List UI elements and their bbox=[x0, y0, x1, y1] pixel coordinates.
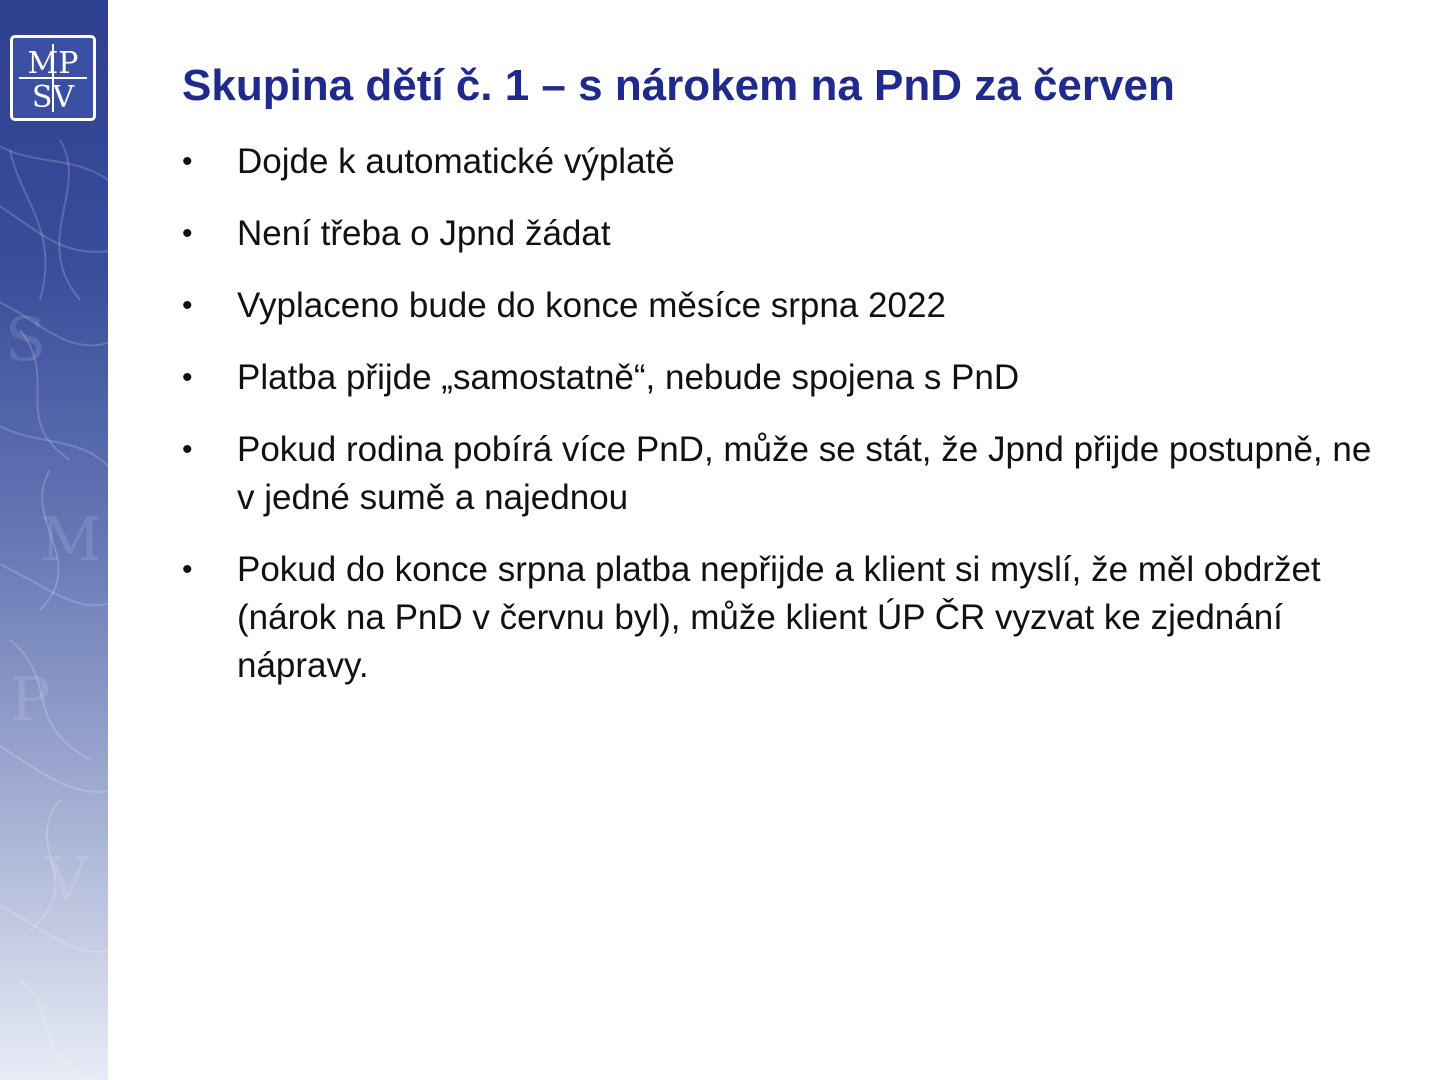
bullet-item bbox=[182, 354, 1382, 402]
bullet-marker: • bbox=[182, 289, 193, 322]
bullet-marker: • bbox=[182, 145, 193, 178]
bullet-text: Dojde k automatické výplatě bbox=[237, 142, 675, 181]
bullet-marker: • bbox=[182, 217, 193, 250]
pattern-glyph: M bbox=[40, 505, 102, 575]
logo-text-bottom: SV bbox=[31, 80, 75, 115]
pattern-glyph: V bbox=[45, 845, 89, 915]
bullet-marker: • bbox=[182, 433, 193, 466]
logo-text-top: MP bbox=[27, 46, 79, 81]
bullet-text: Pokud do konce srpna platba nepřijde a klient si myslí, že měl obdržet (nárok na PnD v červnu byl), může klient ÚP ČR vyzvat ke zjednání nápravy. bbox=[237, 550, 1321, 685]
bullet-item bbox=[182, 210, 1382, 258]
bullet-text: Není třeba o Jpnd žádat bbox=[237, 214, 611, 253]
bullet-list bbox=[182, 138, 1382, 714]
bullet-marker: • bbox=[182, 361, 193, 394]
sidebar-pattern bbox=[0, 0, 108, 1080]
pattern-glyph: P bbox=[10, 665, 51, 735]
bullet-item bbox=[182, 282, 1382, 330]
bullet-text: Vyplaceno bude do konce měsíce srpna 2022 bbox=[237, 286, 946, 325]
bullet-item bbox=[182, 138, 1382, 186]
pattern-glyph: S bbox=[5, 305, 47, 375]
bullet-text: Pokud rodina pobírá více PnD, může se stát, že Jpnd přijde postupně, ne v jedné sumě a najednou bbox=[237, 430, 1372, 517]
slide-title: Skupina dětí č. 1 – s nárokem na PnD za červen bbox=[182, 61, 1175, 110]
bullet-marker: • bbox=[182, 553, 193, 586]
mpsv-logo-icon bbox=[15, 40, 91, 116]
bullet-item bbox=[182, 426, 1382, 522]
mpsv-logo bbox=[10, 35, 96, 121]
bullet-item bbox=[182, 546, 1382, 690]
decorative-sidebar bbox=[0, 0, 108, 1080]
bullet-text: Platba přijde „samostatně“, nebude spojena s PnD bbox=[237, 358, 1020, 397]
